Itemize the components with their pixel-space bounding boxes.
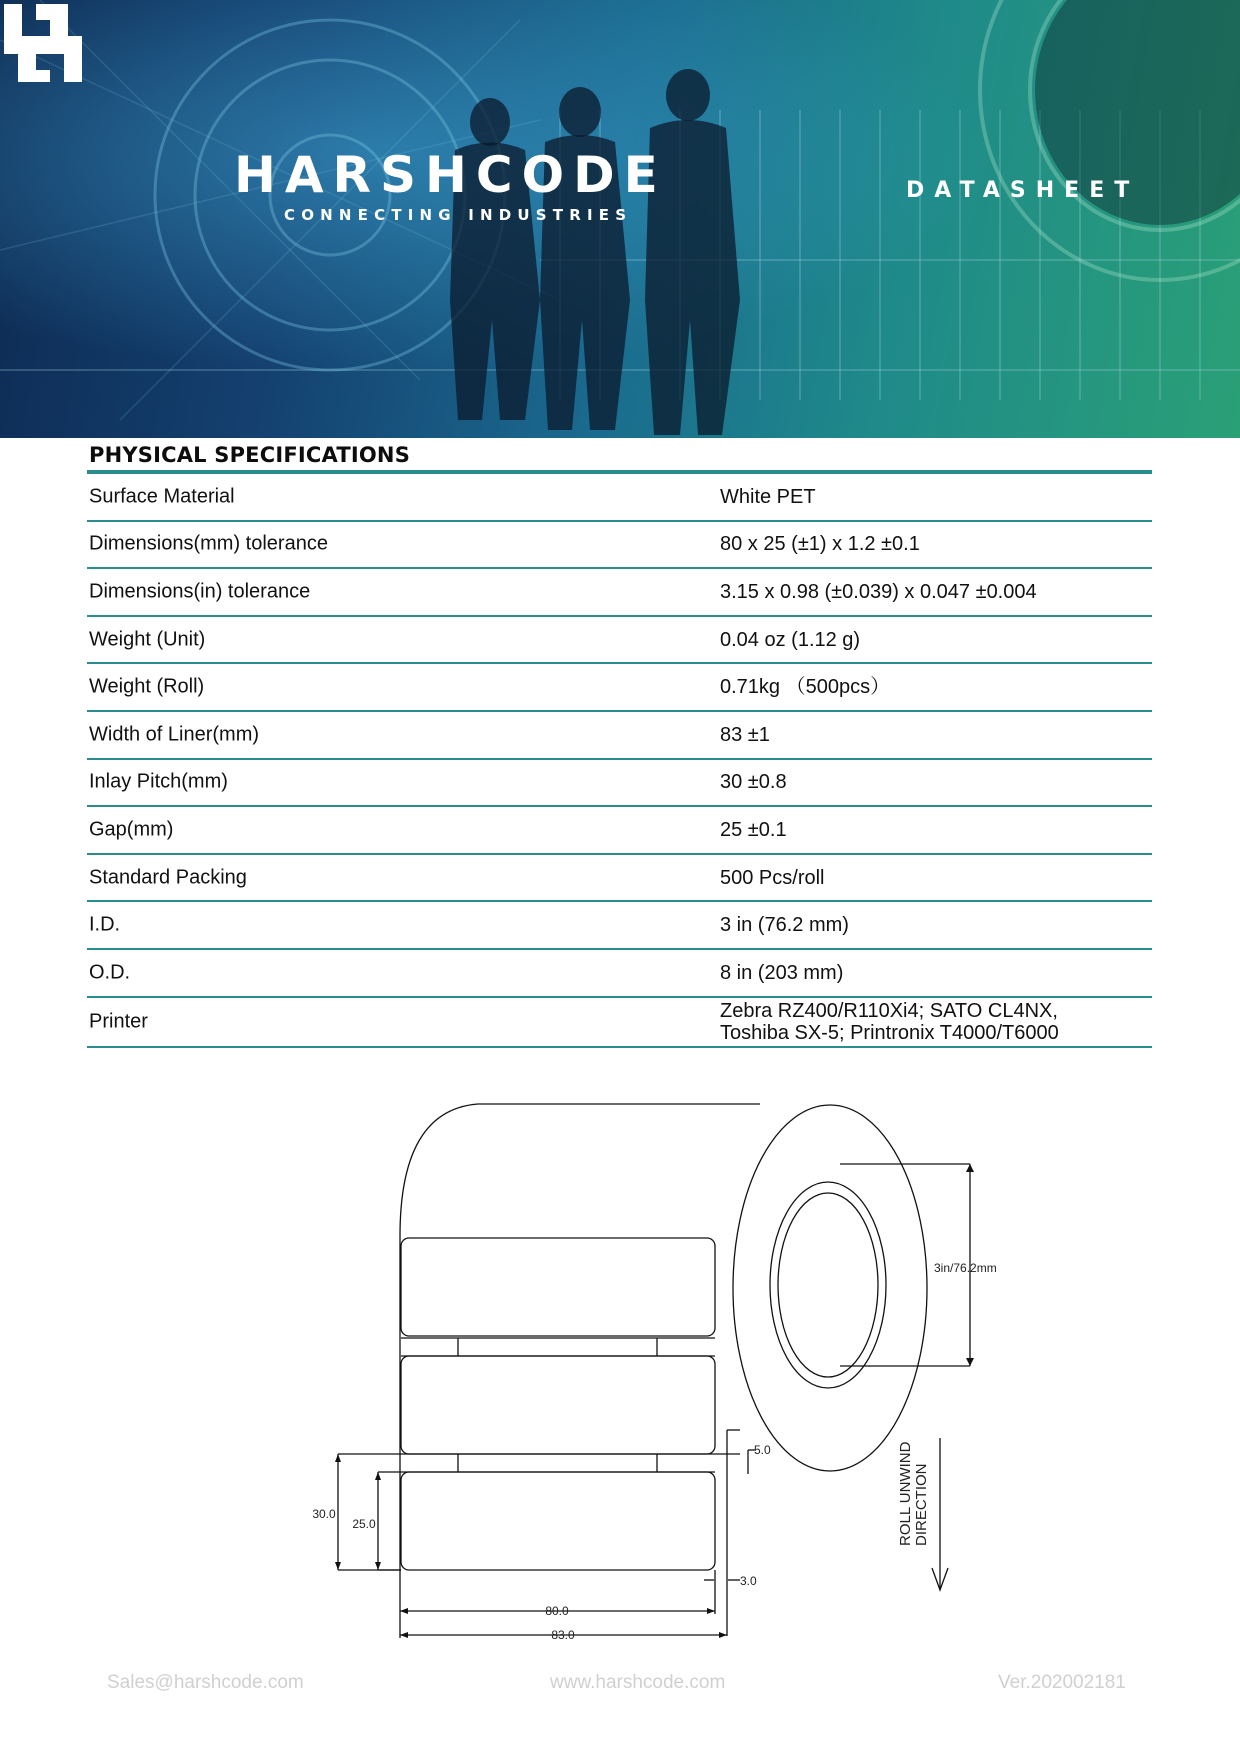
dimension-label: 80.0 — [545, 1604, 569, 1618]
dimension-label: 83.0 — [551, 1628, 575, 1642]
spec-label: Surface Material — [89, 485, 235, 508]
spec-value: 30 ±0.8 — [720, 771, 787, 794]
spec-value: White PET — [720, 485, 816, 508]
label-shape — [401, 1238, 715, 1336]
header-banner — [0, 0, 1240, 438]
spec-value — [720, 1000, 1059, 1044]
spec-label: O.D. — [89, 961, 131, 984]
spec-value: 0.04 oz (1.12 g) — [720, 628, 861, 651]
spec-label: Standard Packing — [89, 866, 247, 889]
table-row — [87, 617, 1152, 665]
spec-label: Weight (Roll) — [89, 675, 205, 698]
label-roll-diagram — [300, 1090, 1020, 1650]
roll-outline — [400, 1104, 760, 1576]
spec-label: Printer — [89, 1010, 148, 1033]
direction-label-line1: ROLL UNWIND — [897, 1441, 914, 1546]
spec-label: Inlay Pitch(mm) — [89, 770, 228, 793]
table-row — [87, 998, 1152, 1048]
spec-value: 80 x 25 (±1) x 1.2 ±0.1 — [720, 533, 920, 556]
brand-tagline: CONNECTING INDUSTRIES — [284, 206, 633, 224]
table-row — [87, 522, 1152, 570]
spec-label: Dimensions(mm) tolerance — [89, 532, 328, 555]
dimension-label: 30.0 — [312, 1507, 336, 1521]
table-row — [87, 569, 1152, 617]
section-title: PHYSICAL SPECIFICATIONS — [89, 443, 411, 467]
label-shape — [401, 1472, 715, 1570]
spec-label: Width of Liner(mm) — [89, 723, 260, 746]
spec-value: 83 ±1 — [720, 723, 770, 746]
brand-name: HARSHCODE — [234, 146, 667, 204]
spec-table — [87, 474, 1152, 1048]
spec-label: I.D. — [89, 913, 121, 936]
table-row — [87, 712, 1152, 760]
table-row — [87, 950, 1152, 998]
spec-value: 8 in (203 mm) — [720, 961, 844, 984]
spec-label: Gap(mm) — [89, 818, 174, 841]
document-type: DATASHEET — [906, 178, 1140, 203]
footer-email: Sales@harshcode.com — [107, 1672, 304, 1693]
table-row — [87, 902, 1152, 950]
spec-value: 3 in (76.2 mm) — [720, 914, 849, 937]
dimension-label: 3in/76.2mm — [934, 1261, 997, 1275]
spec-value: 500 Pcs/roll — [720, 866, 825, 889]
spec-value: 3.15 x 0.98 (±0.039) x 0.047 ±0.004 — [720, 580, 1037, 603]
harshcode-logo-icon — [0, 0, 86, 86]
footer-website: www.harshcode.com — [550, 1672, 726, 1693]
spec-value-line2: Toshiba SX-5; Printronix T4000/T6000 — [720, 1021, 1059, 1044]
table-row — [87, 474, 1152, 522]
table-row — [87, 664, 1152, 712]
roll-outer-edge — [733, 1105, 927, 1471]
label-shape — [401, 1356, 715, 1454]
spec-label: Dimensions(in) tolerance — [89, 580, 311, 603]
spec-value-line1: Zebra RZ400/R110Xi4; SATO CL4NX, — [720, 999, 1058, 1022]
dimension-label: 5.0 — [754, 1443, 771, 1457]
dimension-label: 3.0 — [740, 1574, 757, 1588]
footer-version: Ver.202002181 — [998, 1672, 1126, 1693]
spec-value: 25 ±0.1 — [720, 818, 787, 841]
roll-core-outer — [770, 1182, 886, 1388]
roll-core-inner — [778, 1193, 878, 1377]
spec-label: Weight (Unit) — [89, 628, 206, 651]
table-row — [87, 760, 1152, 808]
direction-label-line2: DIRECTION — [913, 1463, 930, 1546]
table-row — [87, 807, 1152, 855]
table-row — [87, 855, 1152, 903]
dimension-label: 25.0 — [352, 1517, 376, 1531]
spec-value: 0.71kg （500pcs） — [720, 676, 891, 699]
